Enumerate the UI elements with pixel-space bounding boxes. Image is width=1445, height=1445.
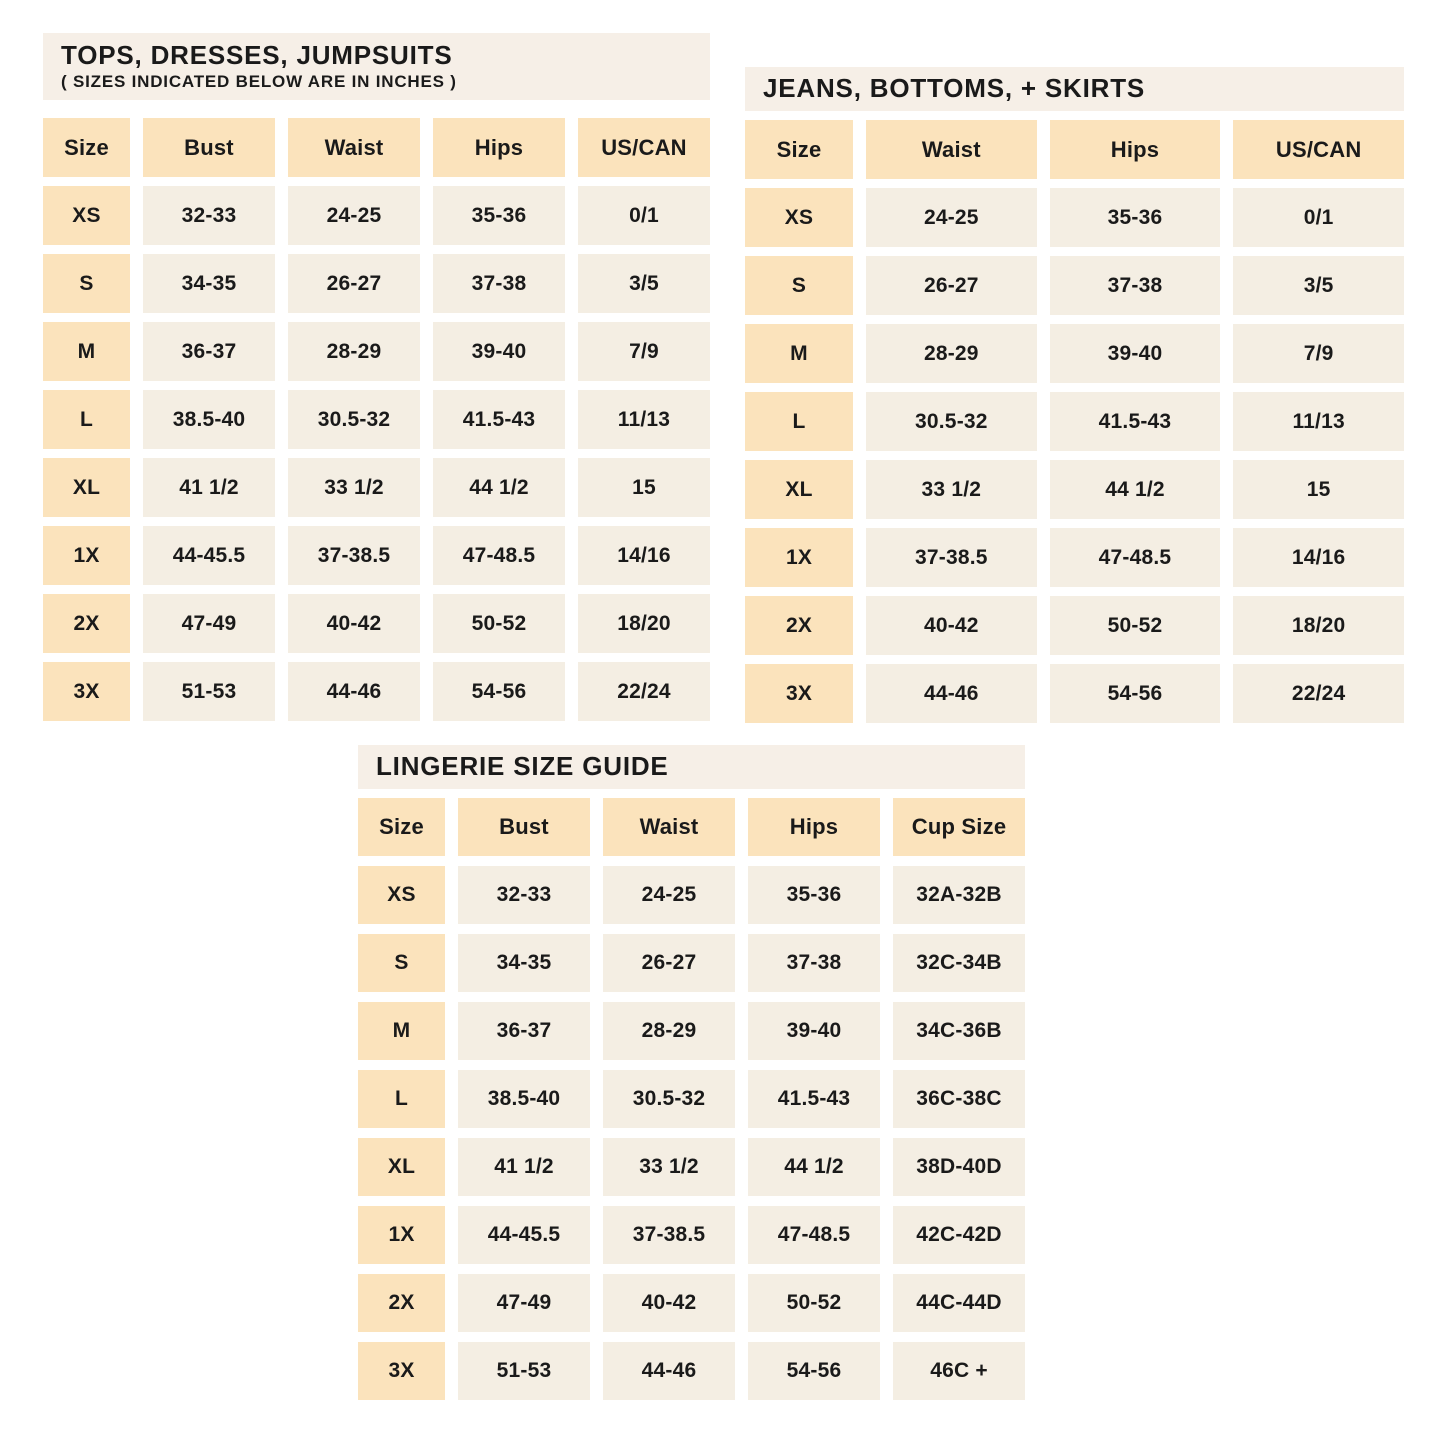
jeans-data-cell: 35-36 (1050, 188, 1221, 247)
jeans-header-waist: Waist (866, 120, 1037, 179)
lingerie-data-cell: 34C-36B (893, 1002, 1025, 1060)
jeans-size-label-cell: L (745, 392, 853, 451)
tops-data-cell: 39-40 (433, 322, 565, 381)
jeans-size-label-cell: 3X (745, 664, 853, 723)
jeans-data-cell: 54-56 (1050, 664, 1221, 723)
lingerie-size-label-cell: L (358, 1070, 445, 1128)
jeans-data-cell: 30.5-32 (866, 392, 1037, 451)
lingerie-data-cell: 38D-40D (893, 1138, 1025, 1196)
tops-data-cell: 44-45.5 (143, 526, 275, 585)
jeans-data-cell: 14/16 (1233, 528, 1404, 587)
lingerie-data-cell: 34-35 (458, 934, 590, 992)
tops-data-cell: 24-25 (288, 186, 420, 245)
jeans-data-cell: 37-38 (1050, 256, 1221, 315)
tops-data-cell: 37-38.5 (288, 526, 420, 585)
jeans-title: JEANS, BOTTOMS, + SKIRTS (763, 73, 1146, 104)
jeans-header-size: Size (745, 120, 853, 179)
lingerie-data-cell: 47-49 (458, 1274, 590, 1332)
jeans-data-cell: 33 1/2 (866, 460, 1037, 519)
tops-header-bust: Bust (143, 118, 275, 177)
lingerie-data-cell: 47-48.5 (748, 1206, 880, 1264)
lingerie-size-table-section (358, 745, 1025, 1400)
jeans-data-cell: 7/9 (1233, 324, 1404, 383)
tops-header-waist: Waist (288, 118, 420, 177)
jeans-size-table-section (745, 67, 1404, 723)
lingerie-data-cell: 42C-42D (893, 1206, 1025, 1264)
jeans-data-cell: 22/24 (1233, 664, 1404, 723)
tops-data-cell: 26-27 (288, 254, 420, 313)
tops-size-label-cell: 2X (43, 594, 130, 653)
jeans-data-cell: 0/1 (1233, 188, 1404, 247)
jeans-data-cell: 50-52 (1050, 596, 1221, 655)
lingerie-data-cell: 44-45.5 (458, 1206, 590, 1264)
lingerie-data-cell: 36-37 (458, 1002, 590, 1060)
tops-size-label-cell: L (43, 390, 130, 449)
tops-data-cell: 28-29 (288, 322, 420, 381)
lingerie-size-label-cell: XL (358, 1138, 445, 1196)
tops-header-size: Size (43, 118, 130, 177)
lingerie-data-cell: 39-40 (748, 1002, 880, 1060)
jeans-data-cell: 15 (1233, 460, 1404, 519)
tops-subtitle: ( SIZES INDICATED BELOW ARE IN INCHES ) (61, 71, 457, 91)
lingerie-data-cell: 44-46 (603, 1342, 735, 1400)
tops-title-band (43, 33, 710, 100)
jeans-data-cell: 41.5-43 (1050, 392, 1221, 451)
jeans-data-cell: 44 1/2 (1050, 460, 1221, 519)
tops-data-cell: 54-56 (433, 662, 565, 721)
jeans-size-label-cell: S (745, 256, 853, 315)
jeans-data-cell: 40-42 (866, 596, 1037, 655)
lingerie-data-cell: 28-29 (603, 1002, 735, 1060)
lingerie-data-cell: 46C + (893, 1342, 1025, 1400)
tops-data-cell: 33 1/2 (288, 458, 420, 517)
tops-data-cell: 50-52 (433, 594, 565, 653)
tops-data-cell: 44-46 (288, 662, 420, 721)
tops-data-cell: 32-33 (143, 186, 275, 245)
tops-data-cell: 36-37 (143, 322, 275, 381)
lingerie-header-size: Size (358, 798, 445, 856)
jeans-size-label-cell: 2X (745, 596, 853, 655)
lingerie-data-cell: 35-36 (748, 866, 880, 924)
tops-data-cell: 35-36 (433, 186, 565, 245)
lingerie-data-cell: 32-33 (458, 866, 590, 924)
tops-data-cell: 51-53 (143, 662, 275, 721)
lingerie-size-label-cell: 1X (358, 1206, 445, 1264)
lingerie-data-cell: 37-38.5 (603, 1206, 735, 1264)
tops-data-cell: 34-35 (143, 254, 275, 313)
tops-data-cell: 0/1 (578, 186, 710, 245)
jeans-data-cell: 47-48.5 (1050, 528, 1221, 587)
tops-data-cell: 47-49 (143, 594, 275, 653)
lingerie-data-cell: 33 1/2 (603, 1138, 735, 1196)
tops-header-us-can: US/CAN (578, 118, 710, 177)
lingerie-size-grid (358, 798, 1025, 1400)
tops-size-label-cell: 3X (43, 662, 130, 721)
jeans-header-us-can: US/CAN (1233, 120, 1404, 179)
lingerie-title: LINGERIE SIZE GUIDE (376, 751, 669, 782)
jeans-header-hips: Hips (1050, 120, 1221, 179)
lingerie-data-cell: 44C-44D (893, 1274, 1025, 1332)
tops-size-label-cell: XS (43, 186, 130, 245)
jeans-title-band (745, 67, 1404, 111)
tops-data-cell: 3/5 (578, 254, 710, 313)
tops-data-cell: 22/24 (578, 662, 710, 721)
tops-size-grid (43, 118, 710, 721)
jeans-size-label-cell: 1X (745, 528, 853, 587)
lingerie-data-cell: 44 1/2 (748, 1138, 880, 1196)
lingerie-size-label-cell: S (358, 934, 445, 992)
tops-data-cell: 41 1/2 (143, 458, 275, 517)
tops-data-cell: 38.5-40 (143, 390, 275, 449)
tops-data-cell: 30.5-32 (288, 390, 420, 449)
lingerie-data-cell: 54-56 (748, 1342, 880, 1400)
jeans-data-cell: 26-27 (866, 256, 1037, 315)
jeans-data-cell: 24-25 (866, 188, 1037, 247)
lingerie-data-cell: 38.5-40 (458, 1070, 590, 1128)
lingerie-header-waist: Waist (603, 798, 735, 856)
tops-header-hips: Hips (433, 118, 565, 177)
lingerie-header-hips: Hips (748, 798, 880, 856)
jeans-data-cell: 3/5 (1233, 256, 1404, 315)
jeans-size-label-cell: XS (745, 188, 853, 247)
jeans-data-cell: 37-38.5 (866, 528, 1037, 587)
jeans-data-cell: 44-46 (866, 664, 1037, 723)
lingerie-data-cell: 26-27 (603, 934, 735, 992)
jeans-data-cell: 18/20 (1233, 596, 1404, 655)
lingerie-data-cell: 41 1/2 (458, 1138, 590, 1196)
lingerie-data-cell: 30.5-32 (603, 1070, 735, 1128)
lingerie-header-cup-size: Cup Size (893, 798, 1025, 856)
tops-size-label-cell: S (43, 254, 130, 313)
lingerie-data-cell: 36C-38C (893, 1070, 1025, 1128)
tops-size-label-cell: XL (43, 458, 130, 517)
lingerie-size-label-cell: 2X (358, 1274, 445, 1332)
lingerie-title-band (358, 745, 1025, 789)
tops-data-cell: 11/13 (578, 390, 710, 449)
lingerie-data-cell: 24-25 (603, 866, 735, 924)
jeans-data-cell: 11/13 (1233, 392, 1404, 451)
jeans-data-cell: 28-29 (866, 324, 1037, 383)
tops-size-table-section (43, 33, 710, 721)
lingerie-data-cell: 40-42 (603, 1274, 735, 1332)
lingerie-data-cell: 50-52 (748, 1274, 880, 1332)
lingerie-size-label-cell: M (358, 1002, 445, 1060)
tops-data-cell: 47-48.5 (433, 526, 565, 585)
tops-data-cell: 37-38 (433, 254, 565, 313)
tops-data-cell: 41.5-43 (433, 390, 565, 449)
jeans-size-label-cell: M (745, 324, 853, 383)
lingerie-header-bust: Bust (458, 798, 590, 856)
lingerie-data-cell: 51-53 (458, 1342, 590, 1400)
lingerie-data-cell: 37-38 (748, 934, 880, 992)
jeans-data-cell: 39-40 (1050, 324, 1221, 383)
tops-data-cell: 40-42 (288, 594, 420, 653)
tops-data-cell: 18/20 (578, 594, 710, 653)
tops-data-cell: 14/16 (578, 526, 710, 585)
lingerie-data-cell: 32A-32B (893, 866, 1025, 924)
lingerie-data-cell: 32C-34B (893, 934, 1025, 992)
tops-title: TOPS, DRESSES, JUMPSUITS (61, 40, 453, 71)
tops-size-label-cell: M (43, 322, 130, 381)
tops-data-cell: 7/9 (578, 322, 710, 381)
tops-data-cell: 44 1/2 (433, 458, 565, 517)
tops-size-label-cell: 1X (43, 526, 130, 585)
lingerie-data-cell: 41.5-43 (748, 1070, 880, 1128)
lingerie-size-label-cell: XS (358, 866, 445, 924)
lingerie-size-label-cell: 3X (358, 1342, 445, 1400)
jeans-size-grid (745, 120, 1404, 723)
tops-data-cell: 15 (578, 458, 710, 517)
jeans-size-label-cell: XL (745, 460, 853, 519)
